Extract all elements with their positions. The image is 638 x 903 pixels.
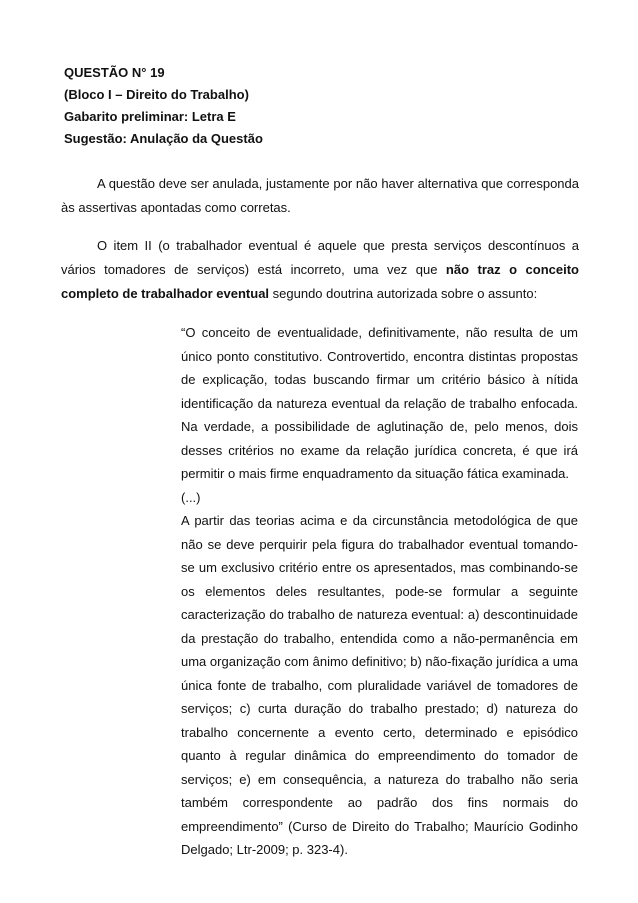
preliminary-answer: Gabarito preliminar: Letra E bbox=[64, 109, 236, 124]
suggestion: Sugestão: Anulação da Questão bbox=[64, 131, 263, 146]
paragraph-2-text-a: O item II (o trabalhador eventual é aquele que presta serviços descontínuos a vários tomadores de serviços) está incorreto, uma vez que bbox=[61, 238, 579, 277]
question-number: QUESTÃO N° 19 bbox=[64, 65, 165, 80]
block-subject: (Bloco I – Direito do Trabalho) bbox=[64, 87, 249, 102]
paragraph-2 bbox=[61, 234, 579, 306]
quote-ellipsis: (...) bbox=[181, 489, 201, 505]
doctrine-quote bbox=[181, 321, 578, 862]
paragraph-1-text: A questão deve ser anulada, justamente por não haver alternativa que corresponda às assertivas apontadas como corretas. bbox=[61, 176, 579, 215]
quote-part-1: “O conceito de eventualidade, definitivamente, não resulta de um único ponto constitutivo. Controvertido, encontra distintas propostas de explicação, todas buscando firmar um critério básico à nítida identificação da natureza eventual da relação de trabalho enfocada. Na verdade, a possibilidade de aglutinação de, pelo menos, dois desses critérios no exame da relação jurídica concreta, é que irá permitir o mais firme enquadramento da situação fática examinada. bbox=[181, 325, 578, 481]
quote-part-2: A partir das teorias acima e da circunstância metodológica de que não se deve perquirir pela figura do trabalhador eventual tomando-se um exclusivo critério entre os apresentados, mas combinando-se os elementos deles resultantes, pode-se formular a seguinte caracterização do trabalho de natureza eventual: a) descontinuidade da prestação do trabalho, entendida como a não-permanência em uma organização com ânimo definitivo; b) não-fixação jurídica a uma única fonte de trabalho, com pluralidade variável de tomadores de serviços; c) curta duração do trabalho prestado; d) natureza do trabalho concernente a evento certo, determinado e episódico quanto à regular dinâmica do empreendimento do tomador de serviços; e) em consequência, a natureza do trabalho não seria também correspondente ao padrão dos fins normais do empreendimento” (Curso de Direito do Trabalho; Maurício Godinho Delgado; Ltr-2009; p. 323-4). bbox=[181, 513, 578, 857]
paragraph-2-bold: não traz o conceito completo de trabalhador eventual bbox=[61, 262, 579, 301]
paragraph-2-text-b: segundo doutrina autorizada sobre o assunto: bbox=[269, 286, 538, 301]
paragraph-1 bbox=[61, 172, 579, 220]
